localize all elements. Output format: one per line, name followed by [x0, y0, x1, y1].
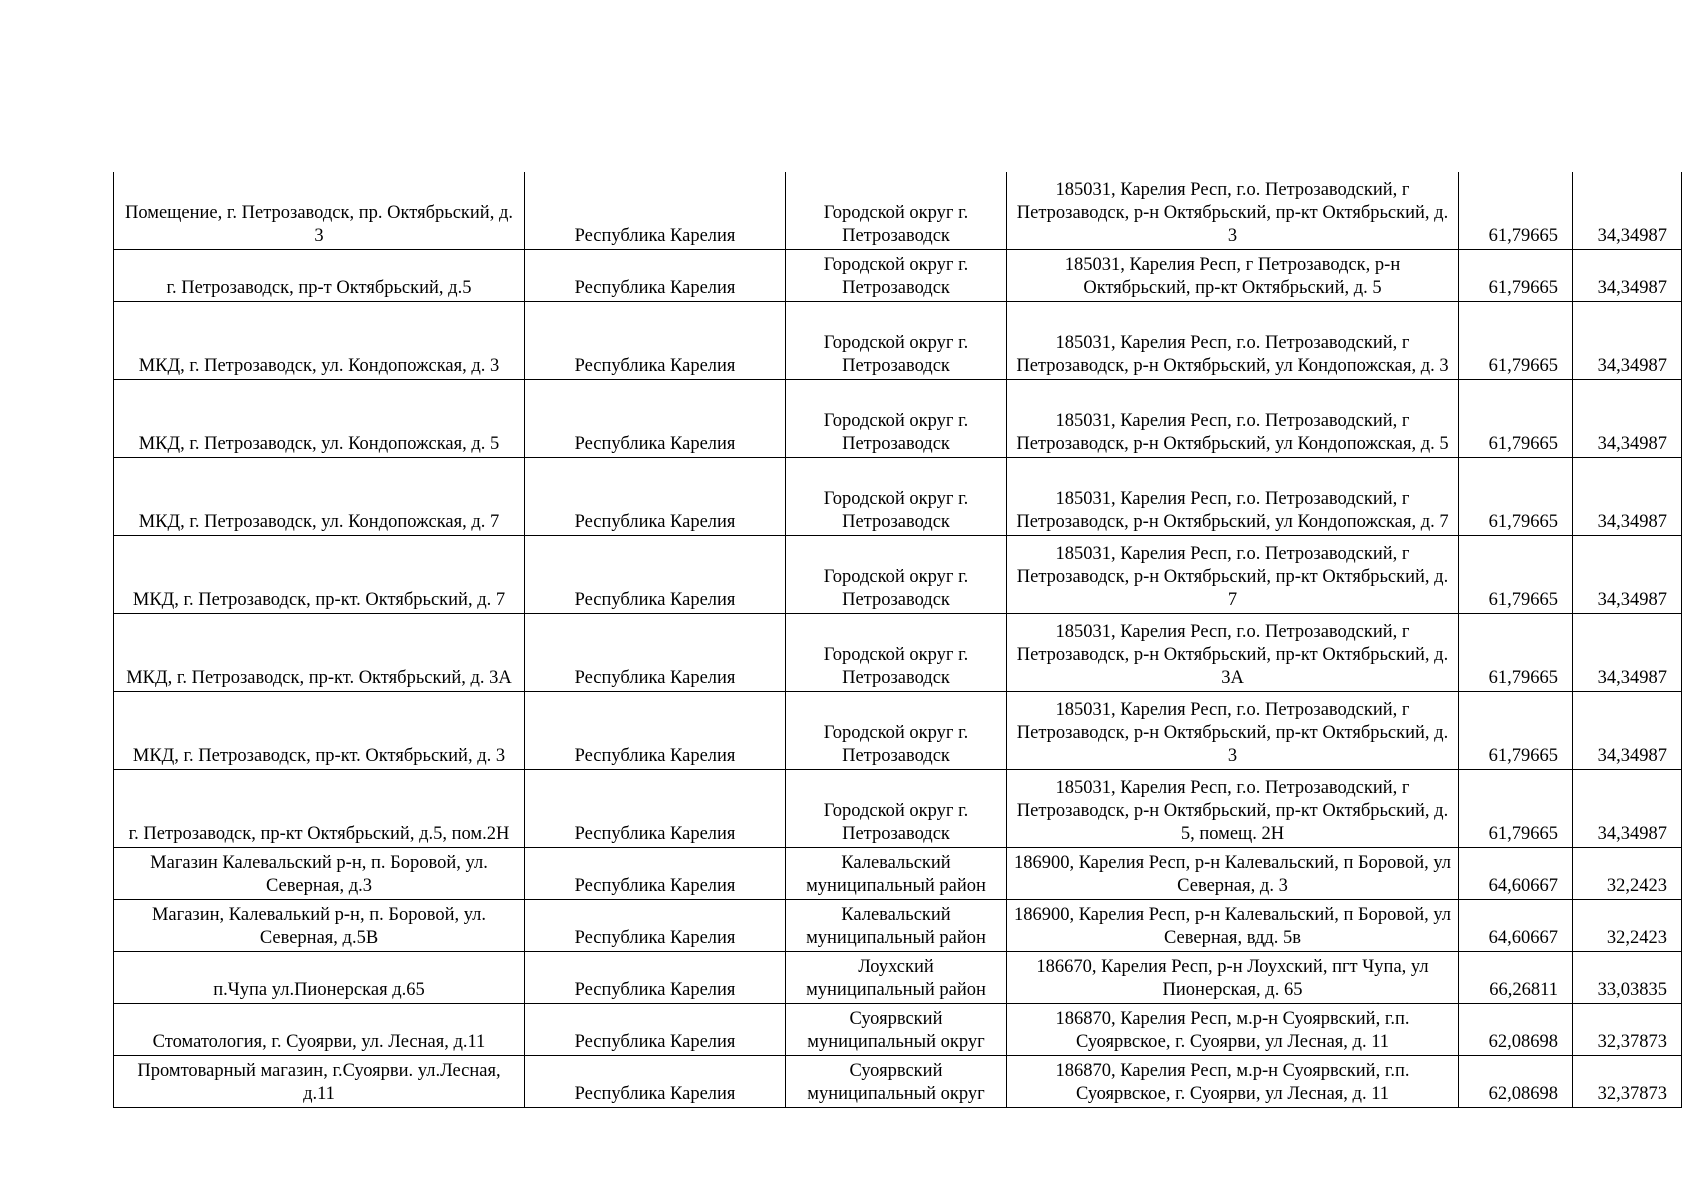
address-cell: 185031, Карелия Респ, г Петрозаводск, р-н Октябрьский, пр-кт Октябрьский, д. 5 [1007, 250, 1459, 302]
latitude-cell: 61,79665 [1459, 302, 1573, 380]
table-row [114, 172, 1682, 250]
latitude-cell: 62,08698 [1459, 1056, 1573, 1108]
district-cell: Городской округ г. Петрозаводск [786, 536, 1007, 614]
latitude-cell: 66,26811 [1459, 952, 1573, 1004]
longitude-cell: 34,34987 [1573, 458, 1682, 536]
table-row [114, 848, 1682, 900]
table-body [114, 172, 1682, 1108]
latitude-cell: 61,79665 [1459, 536, 1573, 614]
region-cell: Республика Карелия [525, 380, 786, 458]
latitude-cell: 64,60667 [1459, 900, 1573, 952]
longitude-cell: 34,34987 [1573, 770, 1682, 848]
address-cell: 185031, Карелия Респ, г.о. Петрозаводский, г Петрозаводск, р-н Октябрьский, пр-кт Октябрьский, д. 3А [1007, 614, 1459, 692]
district-cell: Городской округ г. Петрозаводск [786, 380, 1007, 458]
table-row [114, 900, 1682, 952]
region-cell: Республика Карелия [525, 1056, 786, 1108]
latitude-cell: 61,79665 [1459, 380, 1573, 458]
longitude-cell: 34,34987 [1573, 536, 1682, 614]
longitude-cell: 34,34987 [1573, 380, 1682, 458]
object-name-cell: МКД, г. Петрозаводск, ул. Кондопожская, д. 3 [114, 302, 525, 380]
object-name-cell: п.Чупа ул.Пионерская д.65 [114, 952, 525, 1004]
address-cell: 185031, Карелия Респ, г.о. Петрозаводский, г Петрозаводск, р-н Октябрьский, пр-кт Октябрьский, д. 7 [1007, 536, 1459, 614]
table-row [114, 614, 1682, 692]
address-cell: 185031, Карелия Респ, г.о. Петрозаводский, г Петрозаводск, р-н Октябрьский, пр-кт Октябрьский, д. 5, помещ. 2Н [1007, 770, 1459, 848]
table-row [114, 1056, 1682, 1108]
latitude-cell: 61,79665 [1459, 692, 1573, 770]
district-cell: Городской округ г. Петрозаводск [786, 458, 1007, 536]
table-row [114, 692, 1682, 770]
latitude-cell: 61,79665 [1459, 250, 1573, 302]
address-cell: 186900, Карелия Респ, р-н Калевальский, п Боровой, ул Северная, д. 3 [1007, 848, 1459, 900]
longitude-cell: 32,37873 [1573, 1004, 1682, 1056]
latitude-cell: 61,79665 [1459, 770, 1573, 848]
table-row [114, 302, 1682, 380]
region-cell: Республика Карелия [525, 172, 786, 250]
object-name-cell: МКД, г. Петрозаводск, ул. Кондопожская, д. 7 [114, 458, 525, 536]
longitude-cell: 34,34987 [1573, 172, 1682, 250]
region-cell: Республика Карелия [525, 536, 786, 614]
address-cell: 185031, Карелия Респ, г.о. Петрозаводский, г Петрозаводск, р-н Октябрьский, ул Кондопожская, д. 5 [1007, 380, 1459, 458]
district-cell: Калевальский муниципальный район [786, 848, 1007, 900]
address-cell: 185031, Карелия Респ, г.о. Петрозаводский, г Петрозаводск, р-н Октябрьский, пр-кт Октябрьский, д. 3 [1007, 692, 1459, 770]
address-cell: 186870, Карелия Респ, м.р-н Суоярвский, г.п. Суоярвское, г. Суоярви, ул Лесная, д. 11 [1007, 1056, 1459, 1108]
address-cell: 186900, Карелия Респ, р-н Калевальский, п Боровой, ул Северная, вдд. 5в [1007, 900, 1459, 952]
region-cell: Республика Карелия [525, 458, 786, 536]
longitude-cell: 34,34987 [1573, 614, 1682, 692]
address-table [113, 172, 1682, 1108]
latitude-cell: 61,79665 [1459, 172, 1573, 250]
district-cell: Городской округ г. Петрозаводск [786, 302, 1007, 380]
object-name-cell: Магазин, Калевалький р-н, п. Боровой, ул. Северная, д.5В [114, 900, 525, 952]
table-row [114, 536, 1682, 614]
district-cell: Суоярвский муниципальный округ [786, 1004, 1007, 1056]
region-cell: Республика Карелия [525, 848, 786, 900]
latitude-cell: 62,08698 [1459, 1004, 1573, 1056]
object-name-cell: Стоматология, г. Суоярви, ул. Лесная, д.11 [114, 1004, 525, 1056]
district-cell: Городской округ г. Петрозаводск [786, 692, 1007, 770]
address-cell: 185031, Карелия Респ, г.о. Петрозаводский, г Петрозаводск, р-н Октябрьский, пр-кт Октябрьский, д. 3 [1007, 172, 1459, 250]
object-name-cell: г. Петрозаводск, пр-т Октябрьский, д.5 [114, 250, 525, 302]
district-cell: Городской округ г. Петрозаводск [786, 770, 1007, 848]
table-row [114, 250, 1682, 302]
table-row [114, 770, 1682, 848]
region-cell: Республика Карелия [525, 692, 786, 770]
table-row [114, 380, 1682, 458]
region-cell: Республика Карелия [525, 1004, 786, 1056]
address-cell: 185031, Карелия Респ, г.о. Петрозаводский, г Петрозаводск, р-н Октябрьский, ул Кондопожская, д. 3 [1007, 302, 1459, 380]
region-cell: Республика Карелия [525, 900, 786, 952]
object-name-cell: Промтоварный магазин, г.Суоярви. ул.Лесная, д.11 [114, 1056, 525, 1108]
object-name-cell: МКД, г. Петрозаводск, пр-кт. Октябрьский, д. 3А [114, 614, 525, 692]
region-cell: Республика Карелия [525, 614, 786, 692]
object-name-cell: г. Петрозаводск, пр-кт Октябрьский, д.5, пом.2Н [114, 770, 525, 848]
longitude-cell: 32,2423 [1573, 848, 1682, 900]
district-cell: Лоухский муниципальный район [786, 952, 1007, 1004]
region-cell: Республика Карелия [525, 250, 786, 302]
object-name-cell: МКД, г. Петрозаводск, пр-кт. Октябрьский, д. 3 [114, 692, 525, 770]
object-name-cell: МКД, г. Петрозаводск, пр-кт. Октябрьский, д. 7 [114, 536, 525, 614]
longitude-cell: 33,03835 [1573, 952, 1682, 1004]
object-name-cell: Помещение, г. Петрозаводск, пр. Октябрьский, д. 3 [114, 172, 525, 250]
address-cell: 185031, Карелия Респ, г.о. Петрозаводский, г Петрозаводск, р-н Октябрьский, ул Кондопожская, д. 7 [1007, 458, 1459, 536]
district-cell: Городской округ г. Петрозаводск [786, 250, 1007, 302]
latitude-cell: 61,79665 [1459, 458, 1573, 536]
latitude-cell: 64,60667 [1459, 848, 1573, 900]
address-cell: 186670, Карелия Респ, р-н Лоухский, пгт Чупа, ул Пионерская, д. 65 [1007, 952, 1459, 1004]
longitude-cell: 32,2423 [1573, 900, 1682, 952]
region-cell: Республика Карелия [525, 302, 786, 380]
longitude-cell: 34,34987 [1573, 302, 1682, 380]
region-cell: Республика Карелия [525, 770, 786, 848]
district-cell: Суоярвский муниципальный округ [786, 1056, 1007, 1108]
latitude-cell: 61,79665 [1459, 614, 1573, 692]
region-cell: Республика Карелия [525, 952, 786, 1004]
object-name-cell: МКД, г. Петрозаводск, ул. Кондопожская, д. 5 [114, 380, 525, 458]
object-name-cell: Магазин Калевальский р-н, п. Боровой, ул. Северная, д.3 [114, 848, 525, 900]
longitude-cell: 34,34987 [1573, 250, 1682, 302]
table-row [114, 1004, 1682, 1056]
longitude-cell: 34,34987 [1573, 692, 1682, 770]
district-cell: Городской округ г. Петрозаводск [786, 172, 1007, 250]
table-row [114, 952, 1682, 1004]
longitude-cell: 32,37873 [1573, 1056, 1682, 1108]
address-cell: 186870, Карелия Респ, м.р-н Суоярвский, г.п. Суоярвское, г. Суоярви, ул Лесная, д. 11 [1007, 1004, 1459, 1056]
district-cell: Калевальский муниципальный район [786, 900, 1007, 952]
table-row [114, 458, 1682, 536]
district-cell: Городской округ г. Петрозаводск [786, 614, 1007, 692]
